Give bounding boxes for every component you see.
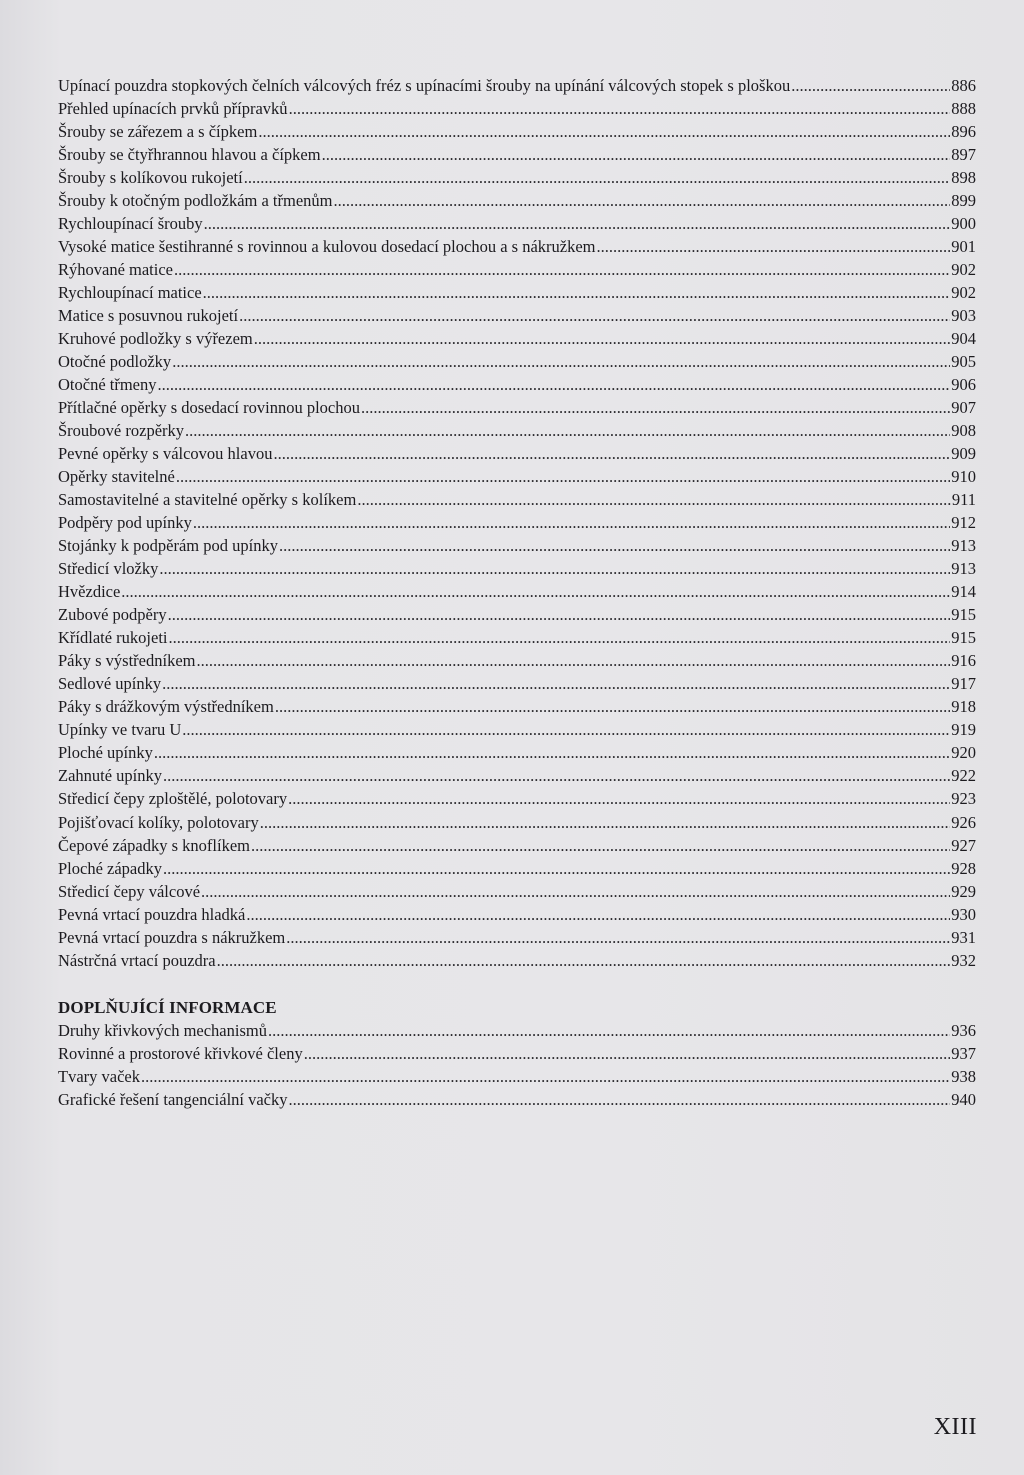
toc-entry-page: 905 [951, 352, 976, 372]
toc-entry [58, 143, 976, 166]
dot-leader [217, 949, 951, 972]
dot-leader [279, 534, 950, 557]
toc-entry-title: Rýhované matice [58, 260, 174, 280]
toc-entry-page: 910 [951, 467, 976, 487]
toc-entry-page: 926 [951, 812, 976, 832]
dot-leader [239, 304, 950, 327]
toc-entry [58, 557, 976, 580]
toc-entry-title: Středicí čepy válcové [58, 881, 201, 901]
toc-entry-page: 916 [951, 651, 976, 671]
toc-entry-page: 904 [951, 329, 976, 349]
toc-entry-page: 900 [951, 214, 976, 234]
toc-entry-title: Otočné třmeny [58, 375, 157, 395]
toc-entry-title: Matice s posuvnou rukojetí [58, 306, 239, 326]
toc-entry [58, 672, 976, 695]
toc-entry [58, 258, 976, 281]
toc-entry-title: Zubové podpěry [58, 605, 167, 625]
toc-entry-page: 911 [951, 490, 976, 510]
dot-leader [197, 649, 951, 672]
toc-entry-title: Zahnuté upínky [58, 766, 163, 786]
toc-entry-title: Vysoké matice šestihranné s rovinnou a kulovou dosedací plochou a s nákružkem [58, 237, 596, 257]
toc-entry-title: Pevná vrtací pouzdra s nákružkem [58, 927, 286, 947]
toc-entry [58, 419, 976, 442]
toc-entry-title: Přehled upínacích prvků přípravků [58, 99, 288, 119]
toc-entry-title: Středicí vložky [58, 559, 159, 579]
toc-entry-page: 912 [951, 513, 976, 533]
toc-entry-title: Šrouby k otočným podložkám a třmenům [58, 191, 333, 211]
toc-entry-title: Stojánky k podpěrám pod upínky [58, 536, 278, 556]
dot-leader [176, 465, 950, 488]
toc-entry-title: Rychloupínací matice [58, 283, 202, 303]
dot-leader [288, 787, 950, 810]
toc-entry [58, 189, 976, 212]
dot-leader [158, 373, 951, 396]
dot-leader [304, 1042, 951, 1065]
toc-entry [58, 511, 976, 534]
toc-entry-page: 922 [951, 766, 976, 786]
toc-entry-title: Páky s výstředníkem [58, 651, 196, 671]
toc-entry [58, 120, 976, 143]
toc-entry-page: 936 [951, 1020, 976, 1040]
toc-entry-page: 932 [951, 950, 976, 970]
section-heading: DOPLŇUJÍCÍ INFORMACE [58, 997, 277, 1017]
toc-entry [58, 903, 976, 926]
dot-leader [204, 212, 951, 235]
dot-leader [159, 557, 950, 580]
dot-leader [334, 189, 951, 212]
dot-leader [258, 120, 950, 143]
toc-entry-title: Tvary vaček [58, 1066, 140, 1086]
toc-entry [58, 281, 976, 304]
toc-entry [58, 580, 976, 603]
dot-leader [275, 695, 950, 718]
toc-entry [58, 949, 976, 972]
toc-entry-title: Šrouby se čtyřhrannou hlavou a čípkem [58, 145, 321, 165]
table-of-contents [58, 74, 976, 1111]
toc-entry [58, 327, 976, 350]
toc-entry-page: 920 [951, 743, 976, 763]
toc-entry [58, 926, 976, 949]
toc-entry-page: 902 [951, 260, 976, 280]
toc-entry-page: 930 [951, 904, 976, 924]
dot-leader [163, 857, 950, 880]
toc-entry-page: 914 [951, 582, 976, 602]
toc-entry-page: 940 [951, 1089, 976, 1109]
toc-entry [58, 97, 976, 120]
toc-entry-page: 918 [951, 697, 976, 717]
toc-entry [58, 373, 976, 396]
toc-entry [58, 880, 976, 903]
dot-leader [286, 926, 950, 949]
toc-entry [58, 534, 976, 557]
dot-leader [322, 143, 951, 166]
toc-entry-page: 923 [951, 789, 976, 809]
toc-entry-title: Sedlové upínky [58, 674, 162, 694]
dot-leader [163, 764, 950, 787]
dot-leader [260, 811, 950, 834]
toc-entry [58, 465, 976, 488]
toc-entry [58, 834, 976, 857]
dot-leader [791, 74, 950, 97]
toc-entry [58, 166, 976, 189]
dot-leader [246, 903, 950, 926]
toc-entry-title: Nástrčná vrtací pouzdra [58, 950, 216, 970]
dot-leader [244, 166, 951, 189]
toc-entry-title: Šroubové rozpěrky [58, 421, 185, 441]
toc-entry-title: Páky s drážkovým výstředníkem [58, 697, 274, 717]
toc-entry [58, 626, 976, 649]
toc-entry-title: Opěrky stavitelné [58, 467, 175, 487]
page-number: XIII [933, 1414, 977, 1440]
dot-leader [251, 834, 950, 857]
toc-entry [58, 764, 976, 787]
toc-entry-title: Otočné podložky [58, 352, 172, 372]
toc-entry-page: 938 [951, 1066, 976, 1086]
toc-entry [58, 350, 976, 373]
toc-entry-page: 913 [951, 559, 976, 579]
toc-entry [58, 1088, 976, 1111]
toc-entry-title: Druhy křivkových mechanismů [58, 1020, 267, 1040]
toc-entry-page: 898 [951, 168, 976, 188]
toc-entry-page: 896 [951, 122, 976, 142]
dot-leader [254, 327, 951, 350]
toc-entry [58, 1042, 976, 1065]
toc-entry-page: 908 [951, 421, 976, 441]
toc-entry-title: Kruhové podložky s výřezem [58, 329, 253, 349]
dot-leader [597, 235, 951, 258]
toc-entry-title: Pojišťovací kolíky, polotovary [58, 812, 259, 832]
toc-entry [58, 442, 976, 465]
toc-entry-page: 919 [951, 720, 976, 740]
dot-leader [141, 1065, 950, 1088]
toc-entry [58, 74, 976, 97]
toc-entry-page: 906 [951, 375, 976, 395]
dot-leader [174, 258, 950, 281]
toc-entry-page: 937 [951, 1043, 976, 1063]
toc-entry-page: 899 [951, 191, 976, 211]
toc-entry-title: Pevná vrtací pouzdra hladká [58, 904, 246, 924]
toc-entry-title: Křídlaté rukojeti [58, 628, 168, 648]
toc-entry-title: Ploché západky [58, 858, 163, 878]
dot-leader [201, 880, 950, 903]
dot-leader [162, 672, 950, 695]
dot-leader [154, 741, 950, 764]
toc-entry [58, 304, 976, 327]
dot-leader [121, 580, 950, 603]
toc-entry [58, 741, 976, 764]
toc-entry-page: 917 [951, 674, 976, 694]
toc-entry [58, 718, 976, 741]
toc-entry-page: 888 [951, 99, 976, 119]
toc-entry-page: 915 [951, 605, 976, 625]
toc-entry [58, 649, 976, 672]
toc-entry-title: Šrouby se zářezem a s čípkem [58, 122, 258, 142]
toc-entry-page: 931 [951, 927, 976, 947]
toc-entry-page: 909 [951, 444, 976, 464]
toc-entry-title: Pevné opěrky s válcovou hlavou [58, 444, 273, 464]
dot-leader [182, 718, 950, 741]
dot-leader [361, 396, 950, 419]
toc-entry-title: Přítlačné opěrky s dosedací rovinnou plochou [58, 398, 360, 418]
toc-entry-title: Hvězdice [58, 582, 121, 602]
toc-entry [58, 857, 976, 880]
dot-leader [185, 419, 950, 442]
toc-entry-page: 886 [951, 76, 976, 95]
toc-entry [58, 212, 976, 235]
toc-entry-page: 897 [951, 145, 976, 165]
toc-entry-page: 907 [951, 398, 976, 418]
toc-entry [58, 1019, 976, 1042]
toc-entry-title: Rovinné a prostorové křivkové členy [58, 1043, 303, 1063]
toc-entry-title: Samostavitelné a stavitelné opěrky s kolíkem [58, 490, 357, 510]
toc-entry-title: Středicí čepy zploštělé, polotovary [58, 789, 288, 809]
toc-entry [58, 396, 976, 419]
dot-leader [289, 97, 951, 120]
toc-entry-title: Šrouby s kolíkovou rukojetí [58, 168, 243, 188]
dot-leader [172, 350, 950, 373]
toc-entry-title: Podpěry pod upínky [58, 513, 192, 533]
dot-leader [273, 442, 950, 465]
toc-entry [58, 488, 976, 511]
toc-entry [58, 811, 976, 834]
toc-entry-title: Ploché upínky [58, 743, 153, 763]
toc-entry-page: 915 [951, 628, 976, 648]
toc-entry-page: 929 [951, 881, 976, 901]
toc-entry [58, 1065, 976, 1088]
toc-entry-page: 901 [951, 237, 976, 257]
toc-entry-page: 928 [951, 858, 976, 878]
toc-entry [58, 235, 976, 258]
dot-leader [357, 488, 951, 511]
dot-leader [169, 626, 951, 649]
dot-leader [289, 1088, 951, 1111]
toc-entry-page: 927 [951, 835, 976, 855]
dot-leader [268, 1019, 950, 1042]
dot-leader [193, 511, 950, 534]
toc-entry-title: Rychloupínací šrouby [58, 214, 203, 234]
toc-entry-page: 913 [951, 536, 976, 556]
toc-entry [58, 603, 976, 626]
toc-entry-title: Upínky ve tvaru U [58, 720, 182, 740]
dot-leader [203, 281, 951, 304]
toc-entry-page: 903 [951, 306, 976, 326]
toc-entry-title: Upínací pouzdra stopkových čelních válcových fréz s upínacími šrouby na upínání válcových stopek s ploškou [58, 76, 791, 95]
toc-entry-page: 902 [951, 283, 976, 303]
dot-leader [168, 603, 951, 626]
toc-entry-title: Čepové západky s knoflíkem [58, 835, 250, 855]
toc-entry [58, 695, 976, 718]
toc-entry-title: Grafické řešení tangenciální vačky [58, 1089, 288, 1109]
toc-entry [58, 787, 976, 810]
